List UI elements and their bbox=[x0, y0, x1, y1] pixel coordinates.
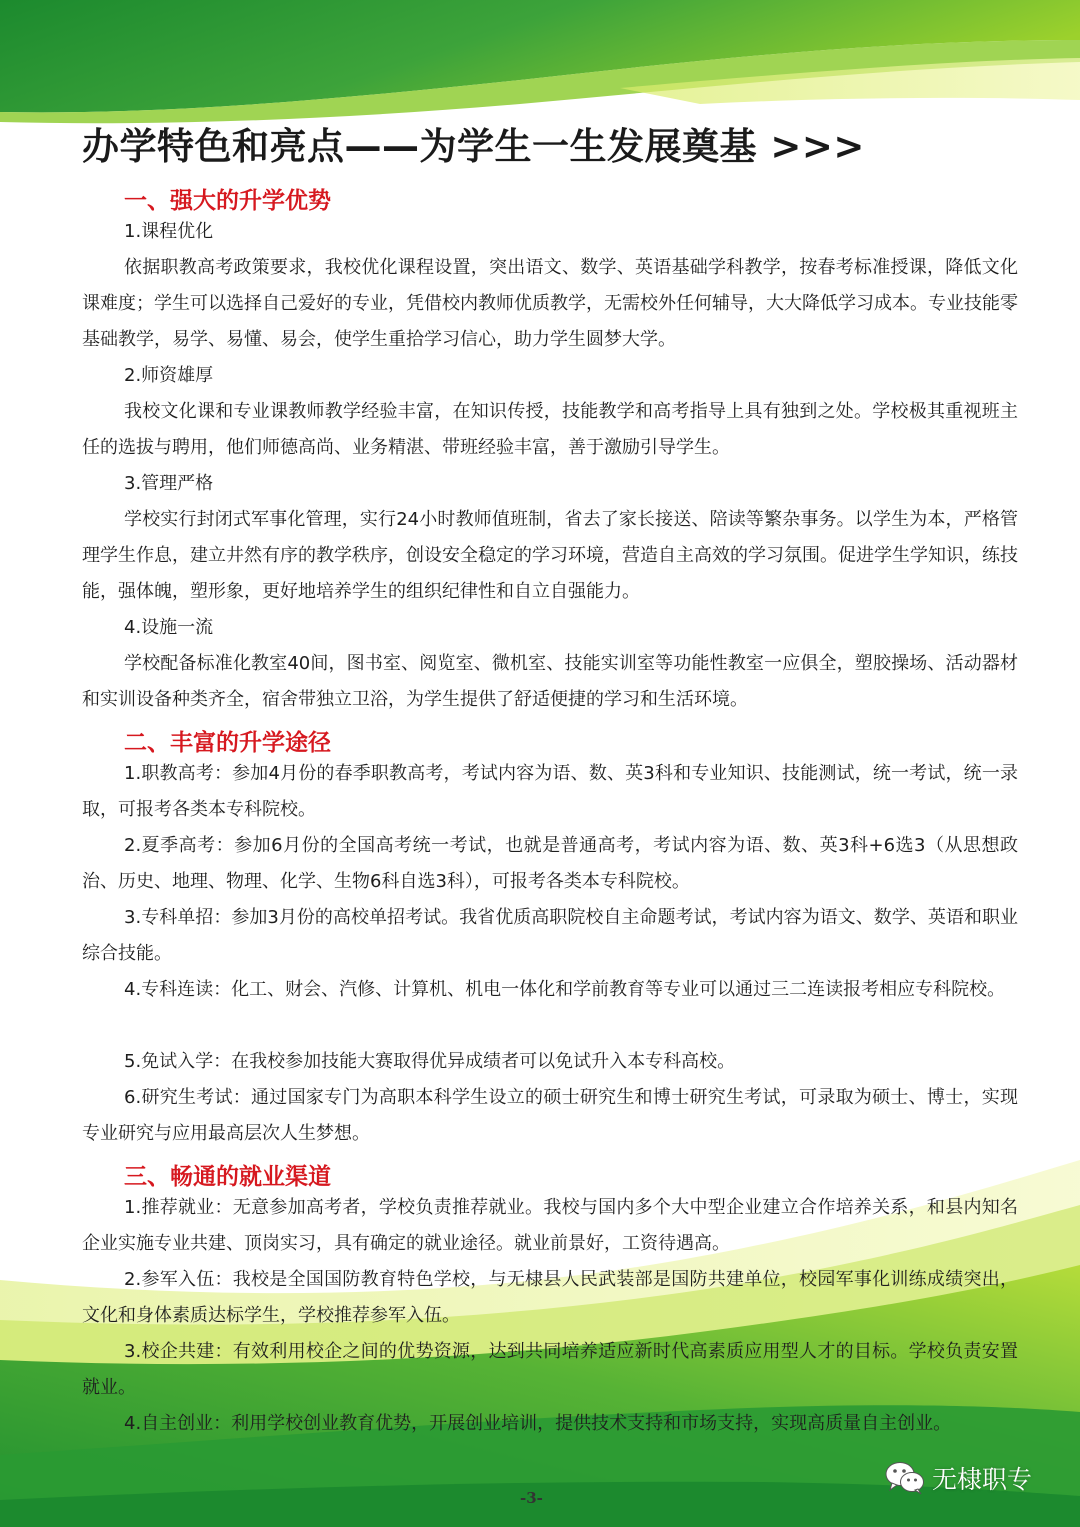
paragraph: 6.研究生考试：通过国家专门为高职本科学生设立的硕士研究生和博士研究生考试，可录取为硕士、博士，实现专业研究与应用最高层次人生梦想。 bbox=[82, 1087, 1018, 1144]
paragraph: 2.参军入伍：我校是全国国防教育特色学校，与无棣县人民武装部是国防共建单位，校园军事化训练成绩突出，文化和身体素质达标学生，学校推荐参军入伍。 bbox=[82, 1269, 1018, 1326]
item-title: 4.设施一流 bbox=[124, 617, 214, 638]
page-number: -3- bbox=[520, 1489, 543, 1507]
section-heading-3: 三、畅通的就业渠道 bbox=[124, 1164, 331, 1190]
item-title: 1.课程优化 bbox=[124, 221, 214, 242]
watermark bbox=[884, 1458, 1032, 1498]
paragraph: 1.推荐就业：无意参加高考者，学校负责推荐就业。我校与国内多个大中型企业建立合作培养关系，和县内知名企业实施专业共建、顶岗实习，具有确定的就业途径。就业前景好，工资待遇高。 bbox=[82, 1197, 1018, 1254]
section-heading-2: 二、丰富的升学途径 bbox=[124, 730, 331, 756]
watermark-text: 无棣职专 bbox=[932, 1465, 1033, 1494]
paragraph: 2.夏季高考：参加6月份的全国高考统一考试，也就是普通高考，考试内容为语、数、英3科+6选3（从思想政治、历史、地理、物理、化学、生物6科自选3科），可报考各类本专科院校。 bbox=[82, 835, 1018, 892]
item-body: 我校文化课和专业课教师教学经验丰富，在知识传授，技能教学和高考指导上具有独到之处。学校极其重视班主任的选拔与聘用，他们师德高尚、业务精湛、带班经验丰富，善于激励引导学生。 bbox=[82, 401, 1018, 458]
item-title: 2.师资雄厚 bbox=[124, 365, 214, 386]
wechat-icon bbox=[884, 1460, 926, 1496]
item-title: 3.管理严格 bbox=[124, 473, 214, 494]
page-title: 办学特色和亮点——为学生一生发展奠基 >>> bbox=[82, 125, 865, 168]
paragraph: 1.职教高考：参加4月份的春季职教高考，考试内容为语、数、英3科和专业知识、技能测试，统一考试，统一录取，可报考各类本专科院校。 bbox=[82, 763, 1018, 820]
paragraph: 5.免试入学：在我校参加技能大赛取得优异成绩者可以免试升入本专科高校。 bbox=[124, 1051, 736, 1072]
section-heading-1: 一、强大的升学优势 bbox=[124, 188, 331, 214]
item-body: 依据职教高考政策要求，我校优化课程设置，突出语文、数学、英语基础学科教学，按春考标准授课，降低文化课难度；学生可以选择自己爱好的专业，凭借校内教师优质教学，无需校外任何辅导，大大降低学习成本。专业技能零基础教学，易学、易懂、易会，使学生重拾学习信心，助力学生圆梦大学。 bbox=[82, 257, 1018, 350]
paragraph: 4.专科连读：化工、财会、汽修、计算机、机电一体化和学前教育等专业可以通过三二连读报考相应专科院校。 bbox=[124, 979, 1006, 1000]
paragraph: 3.校企共建：有效利用校企之间的优势资源，达到共同培养适应新时代高素质应用型人才的目标。学校负责安置就业。 bbox=[82, 1341, 1018, 1398]
paragraph: 4.自主创业：利用学校创业教育优势，开展创业培训，提供技术支持和市场支持，实现高质量自主创业。 bbox=[124, 1413, 952, 1434]
item-body: 学校实行封闭式军事化管理，实行24小时教师值班制，省去了家长接送、陪读等繁杂事务。以学生为本，严格管理学生作息，建立井然有序的教学秩序，创设安全稳定的学习环境，营造自主高效的学习氛围。促进学生学知识，练技能，强体魄，塑形象，更好地培养学生的组织纪律性和自立自强能力。 bbox=[82, 509, 1018, 602]
item-body: 学校配备标准化教室40间，图书室、阅览室、微机室、技能实训室等功能性教室一应俱全，塑胶操场、活动器材和实训设备种类齐全，宿舍带独立卫浴，为学生提供了舒适便捷的学习和生活环境。 bbox=[82, 653, 1018, 710]
paragraph: 3.专科单招：参加3月份的高校单招考试。我省优质高职院校自主命题考试，考试内容为语文、数学、英语和职业综合技能。 bbox=[82, 907, 1018, 964]
